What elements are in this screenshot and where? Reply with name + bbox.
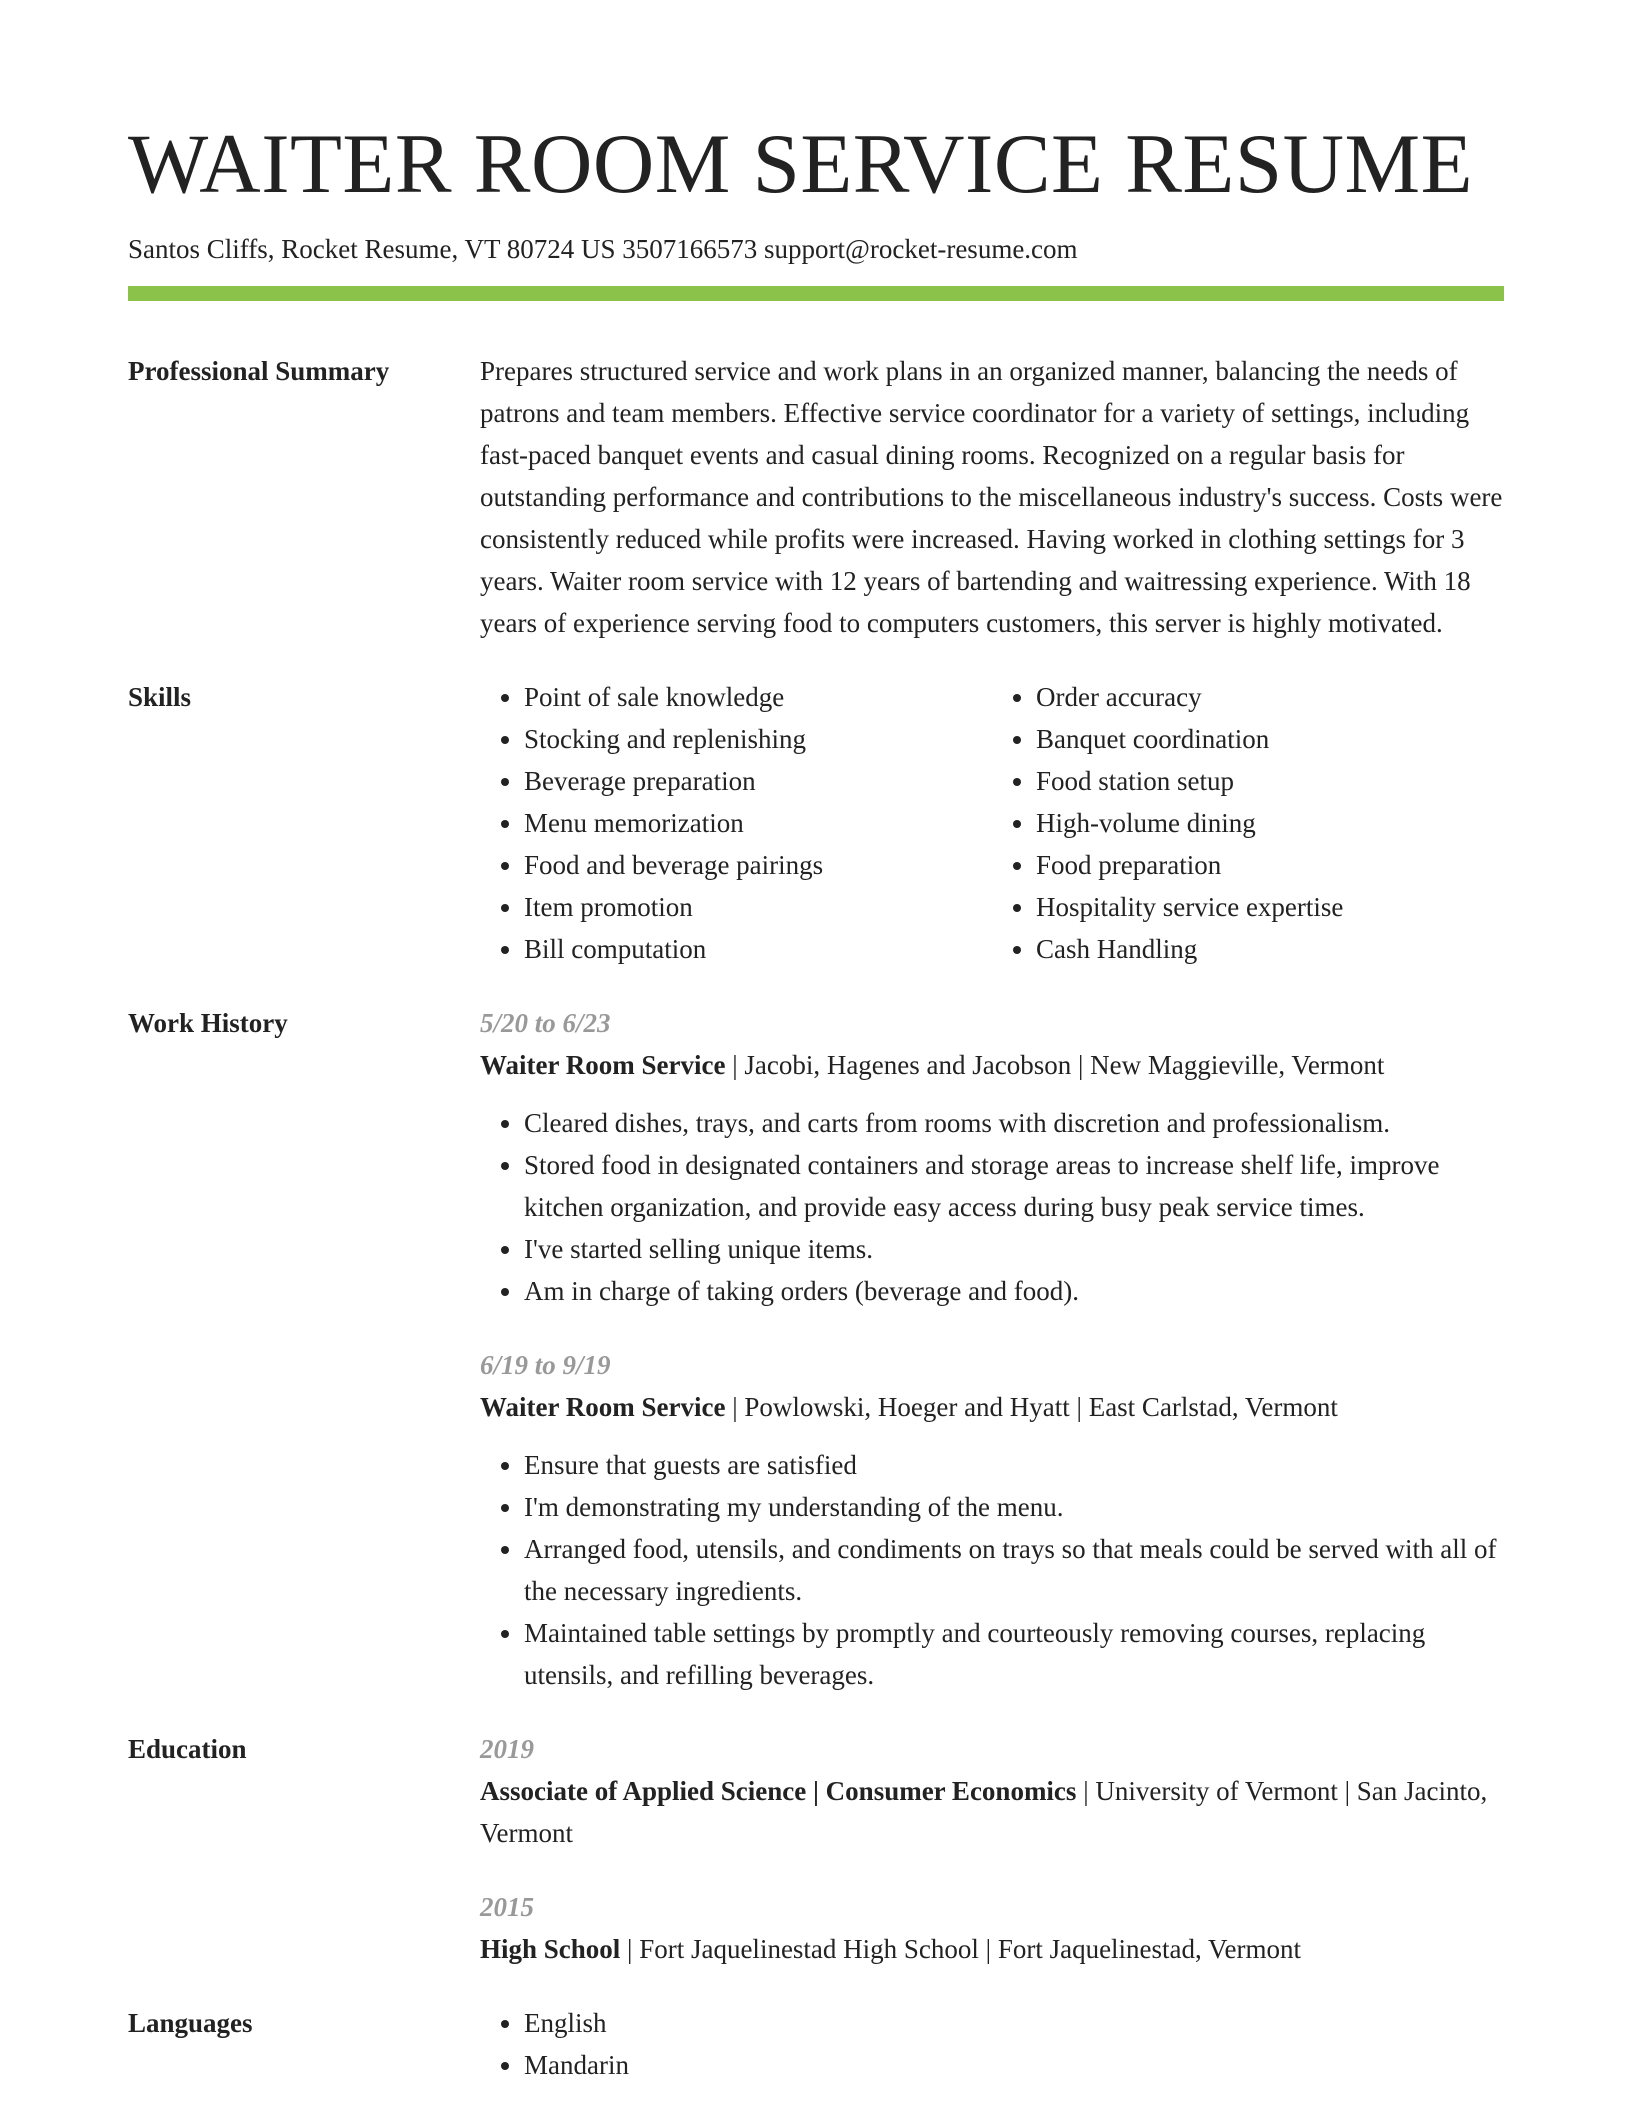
job-employer: | Jacobi, Hagenes and Jacobson | New Maggieville, Vermont — [725, 1050, 1385, 1080]
skill-item: • High-volume dining — [1036, 802, 1504, 844]
job-heading — [480, 1386, 1504, 1428]
skill-item: • Bill computation — [524, 928, 992, 970]
job-bullet: • Stored food in designated containers and storage areas to increase shelf life, improve kitchen organization, and provide easy access during busy peak service times. — [524, 1144, 1504, 1228]
languages-list — [480, 2002, 1504, 2086]
job-bullet: • I'm demonstrating my understanding of the menu. — [524, 1486, 1504, 1528]
job-heading — [480, 1044, 1504, 1086]
school-details: | University of Vermont | San Jacinto, Vermont — [480, 1776, 1488, 1848]
skill-item: • Cash Handling — [1036, 928, 1504, 970]
job-bullet: • Cleared dishes, trays, and carts from rooms with discretion and professionalism. — [524, 1102, 1504, 1144]
education-date: 2015 — [480, 1892, 534, 1922]
resume-content — [128, 350, 1504, 2086]
education-entry — [480, 1886, 1504, 1970]
skills-section — [128, 676, 1504, 970]
skill-item: • Item promotion — [524, 886, 992, 928]
skills-column-2 — [992, 676, 1504, 970]
education-date: 2019 — [480, 1734, 534, 1764]
languages-section — [128, 2002, 1504, 2086]
summary-text: Prepares structured service and work plans in an organized manner, balancing the needs of patrons and team members. Effective service coordinator for a variety of settings, including fast-paced banquet events and casual dining rooms. Recognized on a regular basis for outstanding performance and contributions to the miscellaneous industry's success. Costs were consistently reduced while profits were increased. Having worked in clothing settings for 3 years. Waiter room service with 12 years of bartending and waitressing experience. With 18 years of experience serving food to computers customers, this server is highly motivated. — [480, 356, 1503, 638]
skill-item: • Hospitality service expertise — [1036, 886, 1504, 928]
job-employer: | Powlowski, Hoeger and Hyatt | East Carlstad, Vermont — [725, 1392, 1338, 1422]
skill-item: • Order accuracy — [1036, 676, 1504, 718]
job-entry — [480, 1344, 1504, 1696]
skill-item: • Beverage preparation — [524, 760, 992, 802]
job-bullets — [480, 1444, 1504, 1696]
summary-section — [128, 350, 1504, 644]
degree-title: Associate of Applied Science | Consumer Economics — [480, 1776, 1077, 1806]
job-entry — [480, 1002, 1504, 1312]
accent-divider — [128, 286, 1504, 301]
language-item: • English — [524, 2002, 1504, 2044]
language-item: • Mandarin — [524, 2044, 1504, 2086]
education-label: Education — [128, 1734, 247, 1764]
skills-label: Skills — [128, 682, 192, 712]
education-entry — [480, 1728, 1504, 1854]
job-title: Waiter Room Service — [480, 1392, 726, 1422]
skill-item: • Food station setup — [1036, 760, 1504, 802]
summary-label: Professional Summary — [128, 356, 390, 386]
skill-item: • Menu memorization — [524, 802, 992, 844]
degree-title: High School — [480, 1934, 621, 1964]
job-bullet: • I've started selling unique items. — [524, 1228, 1504, 1270]
job-title: Waiter Room Service — [480, 1050, 726, 1080]
skill-item: • Food and beverage pairings — [524, 844, 992, 886]
job-bullet: • Ensure that guests are satisfied — [524, 1444, 1504, 1486]
job-bullet: • Arranged food, utensils, and condiments on trays so that meals could be served with all of the necessary ingredients. — [524, 1528, 1504, 1612]
skill-item: • Stocking and replenishing — [524, 718, 992, 760]
education-heading — [480, 1928, 1504, 1970]
resume-title: WAITER ROOM SERVICE RESUME — [128, 117, 1473, 211]
skills-list — [480, 676, 1504, 970]
education-heading — [480, 1770, 1504, 1854]
job-date: 5/20 to 6/23 — [480, 1008, 611, 1038]
work-history-section — [128, 1002, 1504, 1696]
school-details: | Fort Jaquelinestad High School | Fort Jaquelinestad, Vermont — [620, 1934, 1302, 1964]
job-bullets — [480, 1102, 1504, 1312]
education-section — [128, 1728, 1504, 1970]
work-history-label: Work History — [128, 1008, 288, 1038]
skill-item: • Banquet coordination — [1036, 718, 1504, 760]
skill-item: • Food preparation — [1036, 844, 1504, 886]
contact-line: Santos Cliffs, Rocket Resume, VT 80724 US 3507166573 support@rocket-resume.com — [128, 234, 1078, 264]
job-bullet: • Am in charge of taking orders (beverage and food). — [524, 1270, 1504, 1312]
job-bullet: • Maintained table settings by promptly and courteously removing courses, replacing utensils, and refilling beverages. — [524, 1612, 1504, 1696]
languages-label: Languages — [128, 2008, 253, 2038]
skills-column-1 — [480, 676, 992, 970]
skill-item: • Point of sale knowledge — [524, 676, 992, 718]
job-date: 6/19 to 9/19 — [480, 1350, 611, 1380]
